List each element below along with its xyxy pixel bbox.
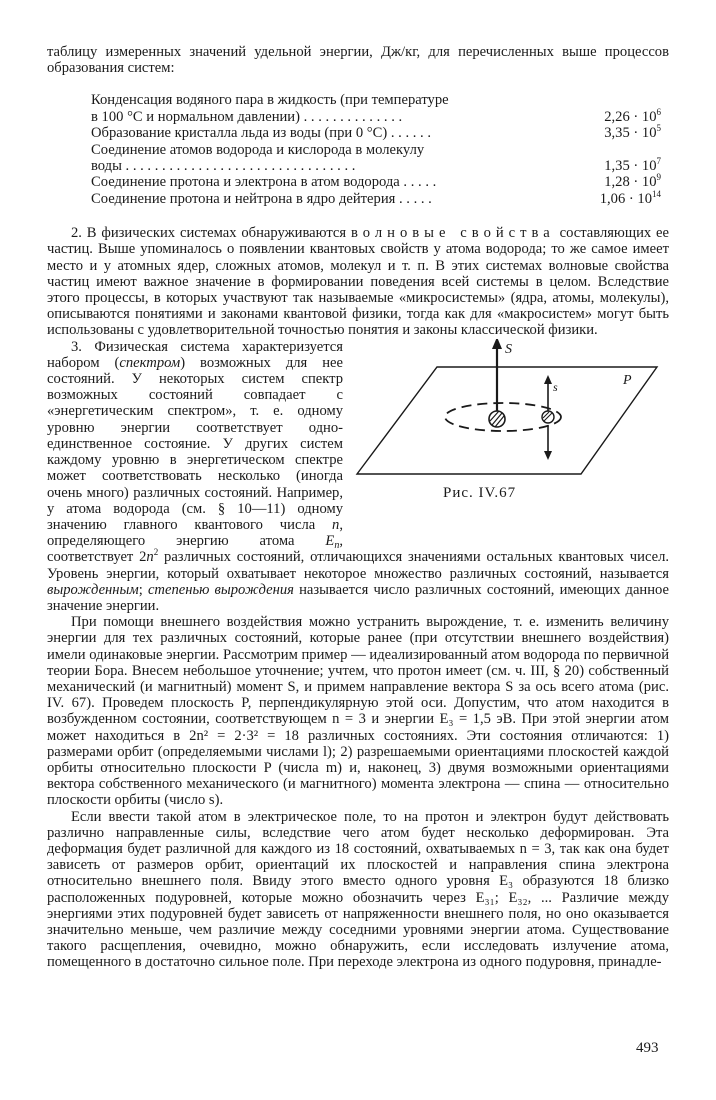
- row-label-line1: Соединение протона и нейтрона в ядро дейтерия . . . . .: [91, 190, 432, 207]
- row-value-exponent: 14: [652, 188, 661, 199]
- table-row: [91, 92, 661, 125]
- figure-wrap: [47, 339, 669, 614]
- para3-text-d: , соответствует 2: [47, 533, 343, 566]
- page-number: 493: [636, 1040, 659, 1056]
- para3-text-b: ) возможных для нее состояний. У некоторых систем спектр возможных состояний совпадает с «энергетическим спектром», т. е. одному уровню энергии соответствует одно-единственное состояние. У других систем каждому уровню в энергетическом спектре может соответствовать несколько (иногда очень много) различных состояний. Например, у атома водорода (см. § 10—11) одному значению главного квантового числа: [47, 354, 343, 533]
- label-P: P: [623, 372, 632, 388]
- vector-spin-down-arrowhead: [544, 451, 552, 460]
- energy-table: [91, 92, 661, 207]
- row-label-line1: Конденсация водяного пара в жидкость (при температуре: [91, 92, 449, 109]
- row-value-mantissa: 1,06 · 10: [599, 190, 652, 207]
- para3-text-a: 3. Физическая система характеризуется набором (: [47, 338, 343, 371]
- term-spectrum: спектром: [119, 354, 181, 371]
- var-n: n: [332, 516, 340, 533]
- row-value-mantissa: 2,26 · 10: [604, 108, 657, 125]
- paragraph-2: [47, 225, 669, 338]
- vector-s-small-arrowhead: [544, 375, 552, 384]
- para2-rest: составляющих ее частиц. Выше упоминалось о появлении квантовых свойств у атома водорода; то же самое имеет место и у атомных ядер, сложных атомов, молекул и т. п. В этих системах волновые свойства частиц имеют важное значение в формировании поведения всей системы в целом. Вследствие этого процессы, в которых участвуют так называемые «микросистемы» (ядра, атомы, молекулы), описываются понятиями и законами квантовой физики, тогда как для «макросистем» могут быть использованы с удовлетворительной точностью понятия и законы классической физики.: [47, 225, 670, 339]
- figure-iv-67: [353, 339, 669, 539]
- term-degenerate: вырожденным: [47, 581, 139, 598]
- table-row: [91, 125, 661, 141]
- orbit-diagram: [353, 339, 669, 539]
- table-row: [91, 174, 661, 190]
- para3-text-e: различных состояний, отличающихся значениями остальных квантовых чисел. Уровень энергии, который охватывает некоторое множество различных состояний, называется: [47, 549, 670, 582]
- row-value-mantissa: 1,35 · 10: [604, 158, 657, 175]
- table-row: [91, 191, 661, 207]
- vector-s-arrowhead: [492, 339, 502, 349]
- row-label-line2: в 100 °С и нормальном давлении) . . . . . . . . . . . . . .: [91, 108, 403, 125]
- label-S: S: [505, 341, 512, 357]
- para3-text-g: называется число различных состояний, имеющих данное значение энергии.: [47, 581, 669, 614]
- intro-text: таблицу измеренных значений удельной энергии, Дж/кг, для перечисленных выше процессов образования систем:: [47, 44, 669, 77]
- plane-p: [357, 367, 657, 474]
- row-value-mantissa: 3,35 · 10: [604, 125, 657, 142]
- label-s: s: [553, 379, 558, 394]
- paragraph-5: Если ввести такой атом в электрическое поле, то на протон и электрон будут действовать различно направленные силы, вследствие чего атом будет несколько деформирован. Эта деформация будет различной для каждого из 18 состояний, охватываемых n = 3, так как она будет зависеть от размеров орбит, ориентаций их плоскостей и направления спина электрона относительно внешнего поля. Ввиду этого вместо одного уровня E₃ образуются 18 близко расположенных подуровней, которые можно обозначить через E₃₁; E₃₂, ... Различие между энергиями этих подуровней будет зависеть от напряженности внешнего поля, но оно оказывается значительно меньше, чем различие между соседними уровнями энергии атома. Существование такого расщепления, очевидно, можно обнаружить, если исследовать излучение атома, помещенного в достаточно сильное поле. При переходе электрона из одного подуровня, принадле-: [47, 808, 669, 971]
- para2-spaced-term: волновые свойства: [350, 225, 555, 242]
- table-row: [91, 142, 661, 175]
- row-value-exponent: 5: [656, 123, 661, 134]
- row-value-exponent: 7: [656, 156, 661, 167]
- var-E-sub: n: [334, 540, 340, 552]
- row-value-mantissa: 1,28 · 10: [604, 174, 657, 191]
- figure-caption: Рис. IV.67: [443, 484, 517, 501]
- var-n2: n: [146, 549, 154, 566]
- row-value-exponent: 9: [656, 172, 661, 183]
- row-label-line1: Соединение атомов водорода и кислорода в молекулу: [91, 141, 425, 158]
- row-label-line1: Образование кристалла льда из воды (при 0 °С) . . . . . .: [91, 125, 432, 142]
- var-E: E: [325, 533, 335, 550]
- para3-text-f: ;: [138, 581, 148, 598]
- paragraph-4: При помощи внешнего воздействия можно устранить вырождение, т. е. изменить величину энергии для тех различных состояний, которые ранее (при отсутствии внешнего воздействия) имели одинаковые энергии. Рассмотрим пример — идеализированный атом водорода по первичной теории Бора. Внесем небольшое уточнение; учтем, что протон имеет (см. ч. III, § 20) собственный механический (и магнитный) момент S, и примем направление вектора S за ось всего атома (рис. IV. 67). Проведем плоскость P, перпендикулярную этой оси. Допустим, что атом находится в возбужденном состоянии, соответствующем n = 3 и энергии E₃ = 1,5 эВ. При этой энергии атом может находиться в 2n² = 2·3² = 18 различных состояниях. Эти состояния отличаются: 1) размерами орбит (определяемыми числами l); 2) разрешаемыми ориентациями плоскостей каждой орбиты относительно плоскости P (числа m) и, наконец, 3) двумя возможными ориентациями вектора собственного механического (и магнитного) момента электрона — спина — относительно плоскости орбиты (число s).: [47, 614, 669, 809]
- row-label-line1: Соединение протона и электрона в атом водорода . . . . .: [91, 174, 437, 191]
- row-value-exponent: 6: [656, 106, 661, 117]
- para2-lead: 2. В физических системах обнаруживаются: [71, 225, 347, 242]
- var-n2-exp: 2: [153, 547, 159, 558]
- term-degree: степенью вырождения: [147, 581, 294, 598]
- page-body: [47, 44, 669, 971]
- para3-text-c: , определяющего энергию атома: [47, 516, 343, 550]
- row-label-line2: воды . . . . . . . . . . . . . . . . . . . . . . . . . . . . . . . .: [91, 158, 356, 175]
